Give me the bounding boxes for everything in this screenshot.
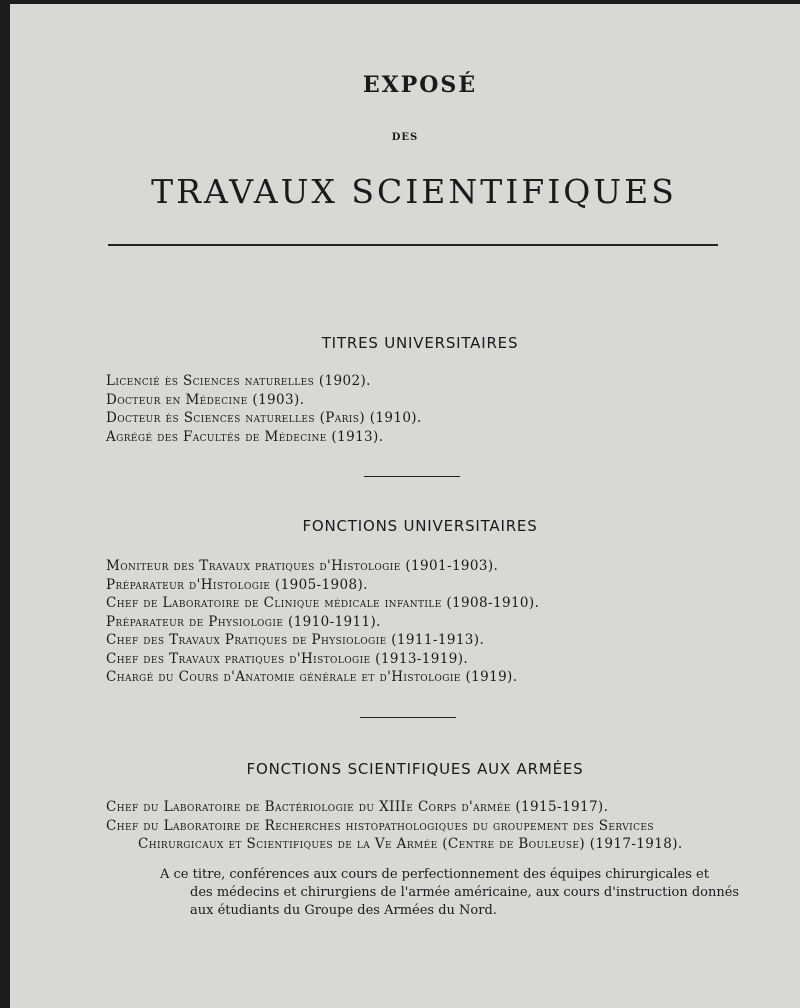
- title-rule: [108, 244, 718, 246]
- section-divider: [364, 476, 460, 477]
- title-des: DES: [391, 132, 419, 143]
- list-item: Chef du Laboratoire de Bactériologie du XIIIe Corps d'armée (1915-1917).: [106, 799, 609, 815]
- title-expose: EXPOSÉ: [362, 72, 478, 98]
- list-item: Chef des Travaux pratiques d'Histologie (1913-1919).: [106, 650, 469, 667]
- list-item: Licencié ès Sciences naturelles (1902).: [106, 373, 371, 389]
- section-divider: [360, 717, 456, 718]
- list-item: Chef du Laboratoire de Recherches histopathologiques du groupement des Services: [106, 817, 654, 834]
- section-heading-titres: TITRES UNIVERSITAIRES: [321, 334, 519, 352]
- title-travaux-scientifiques: TRAVAUX SCIENTIFIQUES: [151, 172, 677, 211]
- document-page: [10, 4, 800, 1008]
- section-heading-fonctions-universitaires: FONCTIONS UNIVERSITAIRES: [302, 517, 538, 535]
- list-item: Docteur en Médecine (1903).: [106, 391, 305, 408]
- list-item: Préparateur de Physiologie (1910-1911).: [106, 613, 381, 630]
- list-item: Chef de Laboratoire de Clinique médicale infantile (1908-1910).: [106, 595, 540, 611]
- paragraph-line: des médecins et chirurgiens de l'armée américaine, aux cours d'instruction donnés: [190, 885, 740, 900]
- section-heading-fonctions-armees: FONCTIONS SCIENTIFIQUES AUX ARMÉES: [246, 760, 584, 778]
- list-item: Préparateur d'Histologie (1905-1908).: [106, 576, 368, 593]
- list-item: Chef des Travaux Pratiques de Physiologie (1911-1913).: [106, 632, 485, 648]
- titres-list: [106, 372, 422, 446]
- list-item: Chargé du Cours d'Anatomie générale et d'Histologie (1919).: [106, 669, 518, 685]
- armees-paragraph: [160, 866, 740, 920]
- list-item: Chirurgicaux et Scientifiques de la Ve Armée (Centre de Bouleuse) (1917-1918).: [138, 836, 683, 852]
- list-item: Moniteur des Travaux pratiques d'Histologie (1901-1903).: [106, 558, 499, 574]
- list-item: Agrégé des Facultés de Médecine (1913).: [106, 428, 384, 445]
- paragraph-line: A ce titre, conférences aux cours de perfectionnement des équipes chirurgicales et: [160, 867, 709, 882]
- fonctions-armees-list: [106, 798, 683, 854]
- list-item: Docteur ès Sciences naturelles (Paris) (1910).: [106, 410, 422, 426]
- paragraph-line: aux étudiants du Groupe des Armées du Nord.: [190, 903, 497, 918]
- fonctions-universitaires-list: [106, 557, 539, 687]
